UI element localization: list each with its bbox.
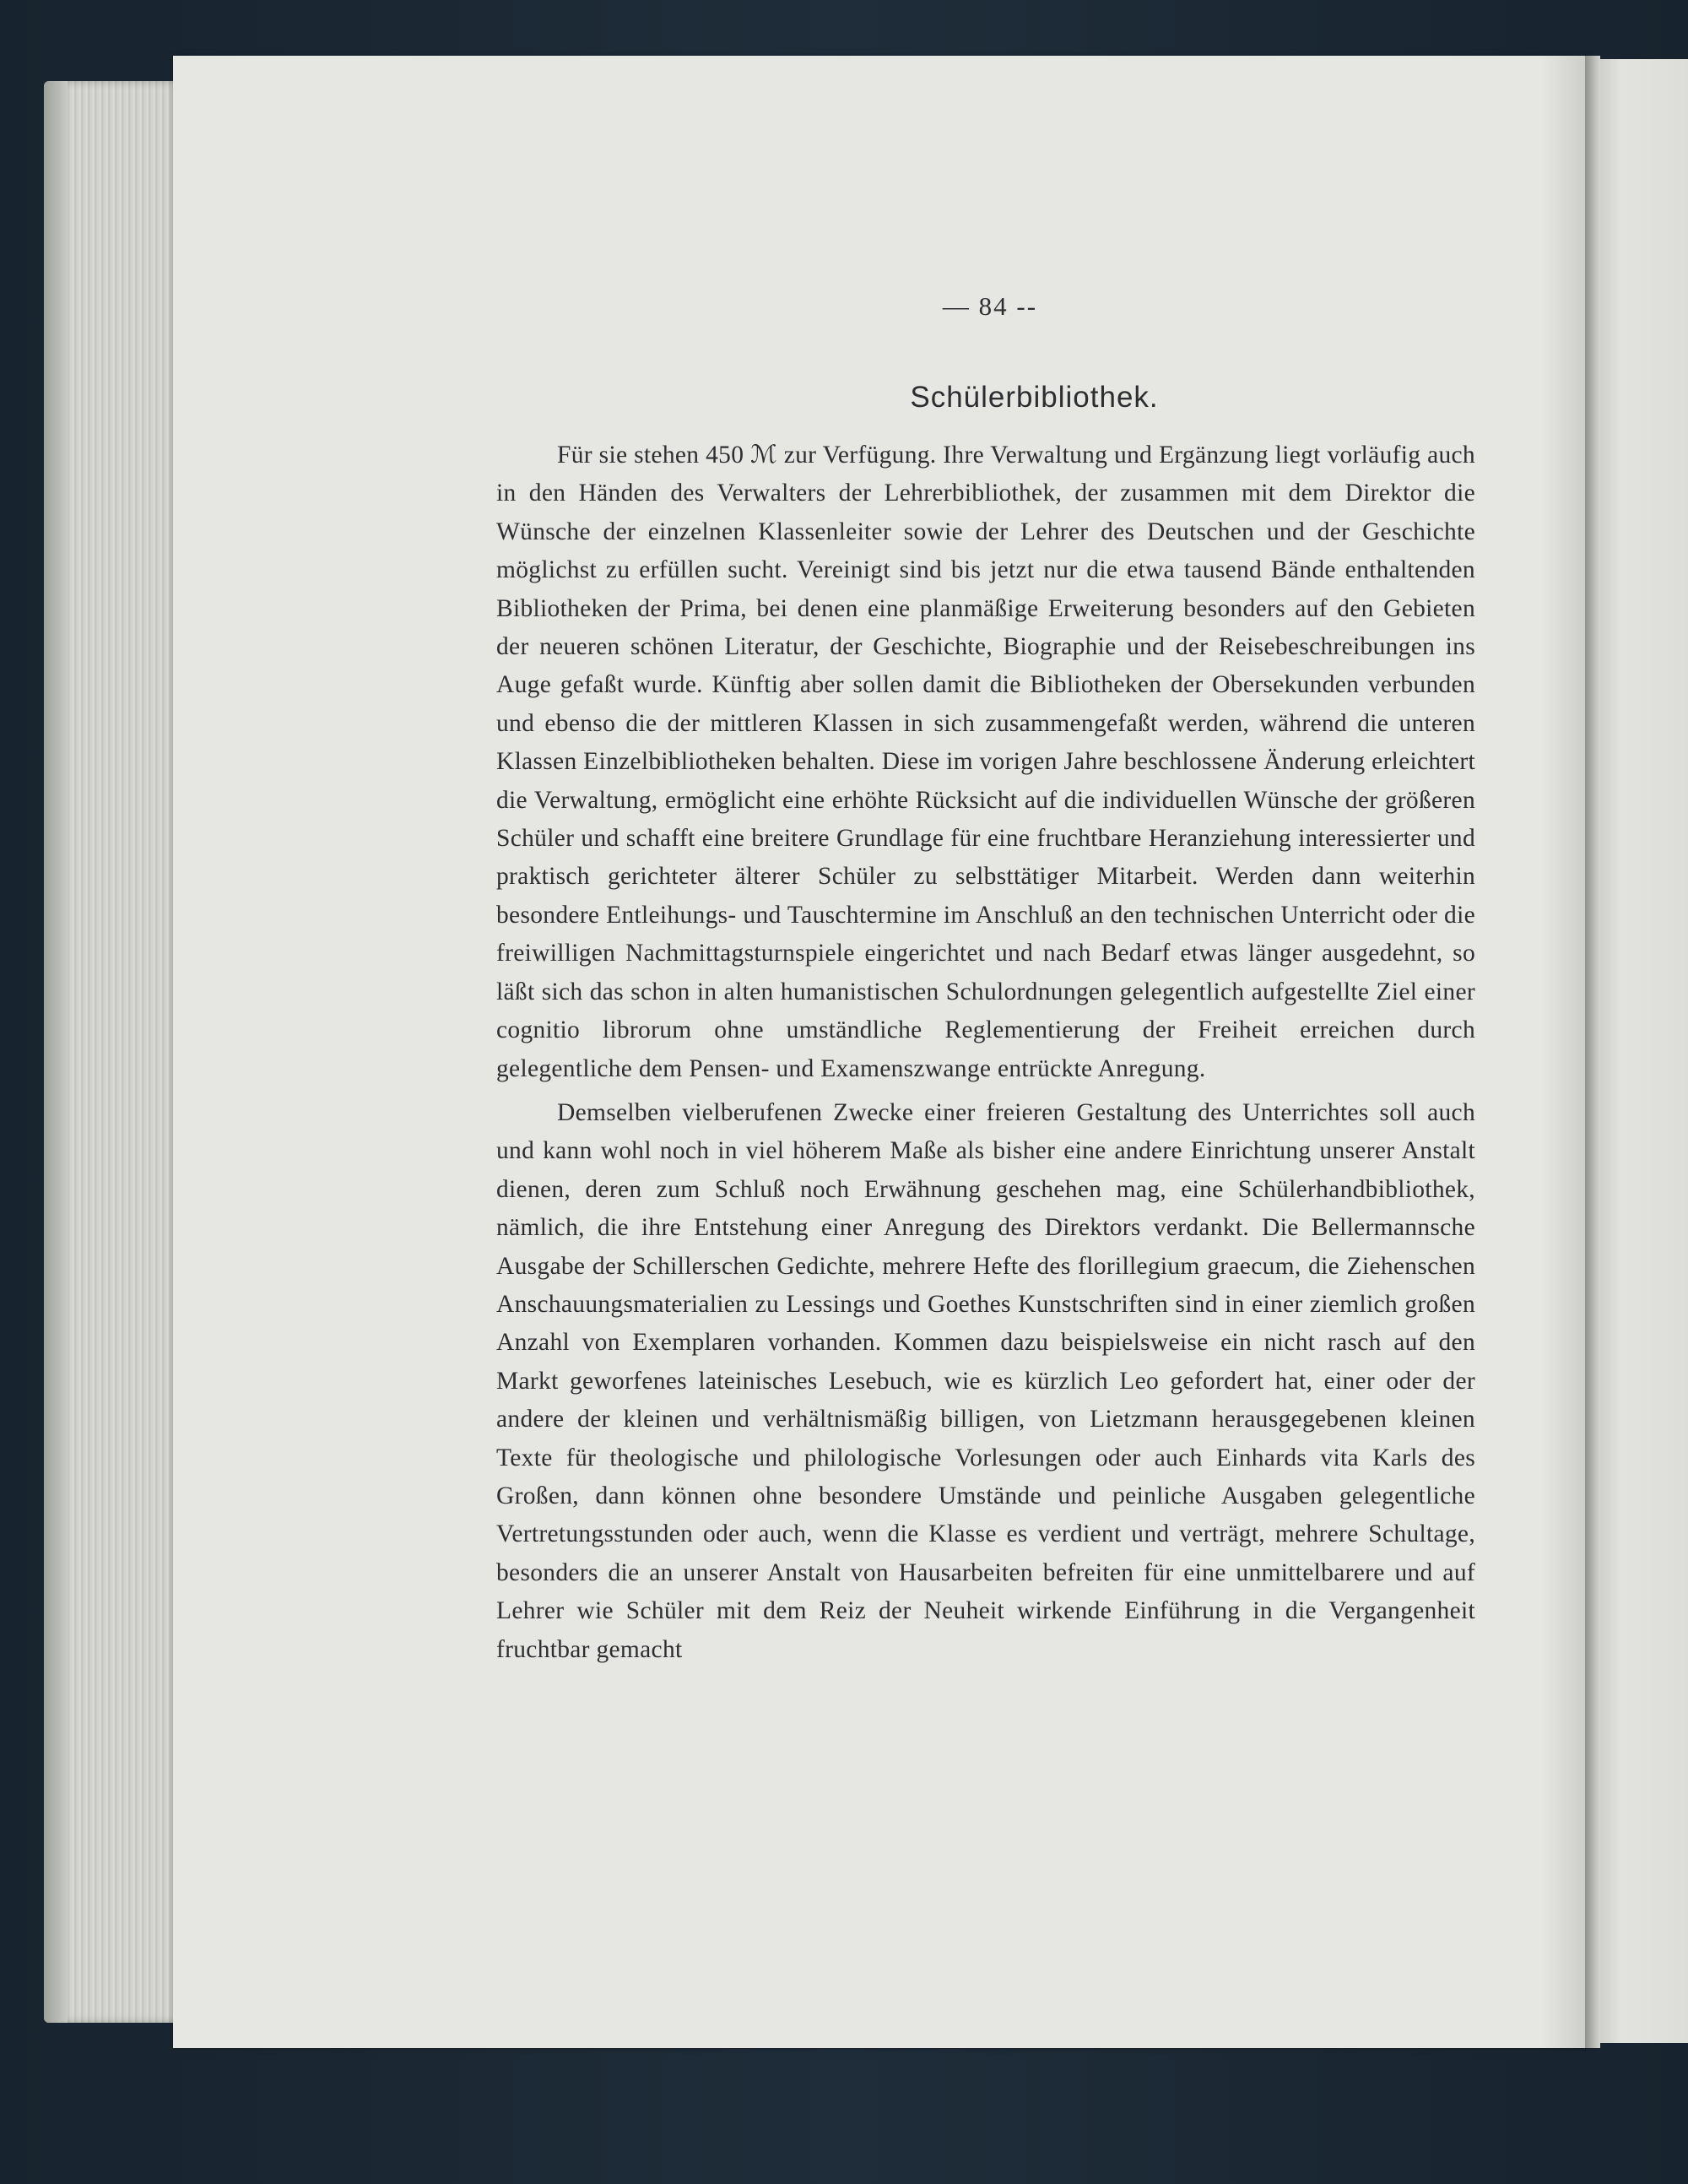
book-gutter [1585,56,1600,2048]
paragraph-2: Demselben vielberufenen Zwecke einer freieren Gestaltung des Unterrichtes soll auch und kann wohl noch in viel höherem Maße als bisher eine andere Einrichtung unserer Anstalt dienen, deren zum Schluß noch Erwähnung geschehen mag, eine Schülerhandbibliothek, nämlich, die ihre Entstehung einer Anregung des Direktors verdankt. Die Bellermannsche Ausgabe der Schillerschen Gedichte, mehrere Hefte des florillegium graecum, die Ziehenschen Anschauungsmaterialien zu Lessings und Goethes Kunstschriften sind in einer ziemlich großen Anzahl von Exemplaren vorhanden. Kommen dazu beispielsweise ein nicht rasch auf den Markt geworfenes lateinisches Lesebuch, wie es kürzlich Leo gefordert hat, einer oder der andere der kleinen und verhältnismäßig billigen, von Lietzmann herausgegebenen kleinen Texte für theologische und philologische Vorlesungen oder auch Einhards vita Karls des Großen, dann können ohne besondere Umstände und peinliche Ausgaben gelegentliche Vertretungsstunden oder auch, wenn die Klasse es verdient und verträgt, mehrere Schultage, besonders die an unserer Anstalt von Hausarbeiten befreiten für eine unmittelbarere und auf Lehrer wie Schüler mit dem Reiz der Neuheit wirkende Einführung in die Vergangenheit fruchtbar gemacht [496,1098,1475,1663]
facing-page [1593,59,1688,2043]
paragraph-1: Für sie stehen 450 ℳ zur Verfügung. Ihre Verwaltung und Ergänzung liegt vorläufig auch in den Händen des Verwalters der Lehrerbibliothek, der zusammen mit dem Direktor die Wünsche der einzelnen Klassenleiter sowie der Lehrer des Deutschen und der Geschichte möglichst zu erfüllen sucht. Vereinigt sind bis jetzt nur die etwa tausend Bände enthaltenden Bibliotheken der Prima, bei denen eine planmäßige Erweiterung besonders auf den Gebieten der neueren schönen Literatur, der Geschichte, Biographie und der Reisebeschreibungen ins Auge gefaßt wurde. Künftig aber sollen damit die Bibliotheken der Obersekunden verbunden und ebenso die der mittleren Klassen in sich zusammengefaßt werden, während die unteren Klassen Einzelbibliotheken behalten. Diese im vorigen Jahre beschlossene Änderung erleichtert die Verwaltung, ermöglicht eine erhöhte Rücksicht auf die individuellen Wünsche der größeren Schüler und schafft eine breitere Grundlage für eine fruchtbare Heranziehung interessierter und praktisch gerichteter älterer Schüler zu selbsttätiger Mitarbeit. Werden dann weiterhin besondere Entleihungs- und Tauschtermine im Anschluß an den technischen Unterricht oder die freiwilligen Nachmittagsturnspiele eingerichtet und nach Bedarf etwas länger ausgedehnt, so läßt sich das schon in alten humanistischen Schulordnungen gelegentlich aufgestellte Ziel einer cognitio librorum ohne umständliche Reglementierung der Freiheit erreichen durch gelegentliche dem Pensen- und Examenszwange entrückte Anregung. [496,442,1475,1082]
section-title: Schülerbibliothek. [910,381,1159,414]
page-text-block [496,291,1475,1669]
book-page-edges [44,81,179,2023]
page-number: — 84 -- [942,291,1038,321]
